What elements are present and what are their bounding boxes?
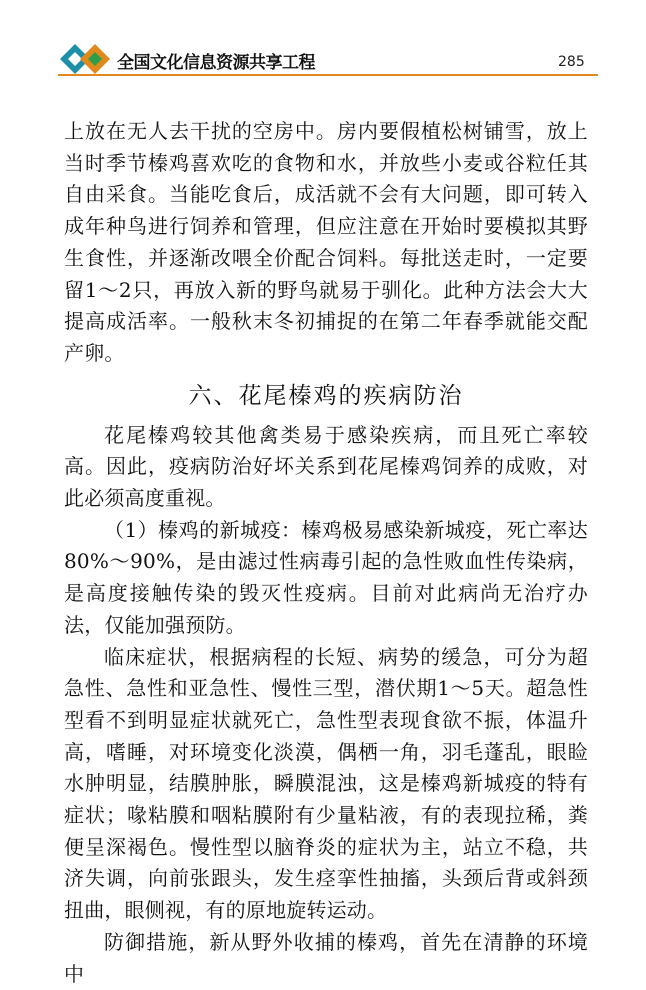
page-number: 285: [558, 54, 585, 70]
section-heading: 六、花尾榛鸡的疾病防治: [188, 382, 464, 409]
paragraph-prevention: 防御措施，新从野外收捕的榛鸡，首先在清静的环境中: [64, 929, 588, 986]
paragraph-newcastle-disease: （1）榛鸡的新城疫：榛鸡极易感染新城疫，死亡率达80%～90%，是由滤过性病毒引起的急性败血性传染病，是高度接触传染的毁灭性疫病。目前对此病尚无治疗办法，仅能加强预防。: [64, 517, 588, 637]
paragraph-intro: 花尾榛鸡较其他禽类易于感染疾病，而且死亡率较高。因此，疫病防治好坏关系到花尾榛鸡饲养的成败，对此必须高度重视。: [64, 422, 588, 511]
header-rule: [58, 74, 598, 76]
paragraph-symptoms: 临床症状，根据病程的长短、病势的缓急，可分为超急性、急性和亚急性、慢性三型，潜伏期1～5天。超急性型看不到明显症状就死亡，急性型表现食欲不振，体温升高，嗜睡，对环境变化淡漠，偶栖一角，羽毛蓬乱，眼睑水肿明显，结膜肿胀，瞬膜混浊，这是榛鸡新城疫的特有症状；喙粘膜和咽粘膜附有少量粘液，有的表现拉稀，粪便呈深褐色。慢性型以脑脊炎的症状为主，站立不稳，共济失调，向前张跟头，发生痉挛性抽搐，头颈后背或斜颈扭曲，眼侧视，有的原地旋转运动。: [64, 644, 588, 923]
header-title: 全国文化信息资源共享工程: [117, 53, 315, 73]
logo-icon: [58, 42, 118, 76]
paragraph-continued: 上放在无人去干扰的空房中。房内要假植松树铺雪，放上当时季节榛鸡喜欢吃的食物和水，并放些小麦或谷粒任其自由采食。当能吃食后，成活就不会有大问题，即可转入成年种鸟进行饲养和管理，但应注意在开始时要模拟其野生食性，并逐渐改喂全价配合饲料。每批送走时，一定要留1～2只，再放入新的野鸟就易于驯化。此种方法会大大提高成活率。一般秋末冬初捕捉的在第二年春季就能交配产卵。: [64, 119, 588, 365]
page-content: [64, 116, 588, 990]
page-header: [0, 0, 646, 80]
